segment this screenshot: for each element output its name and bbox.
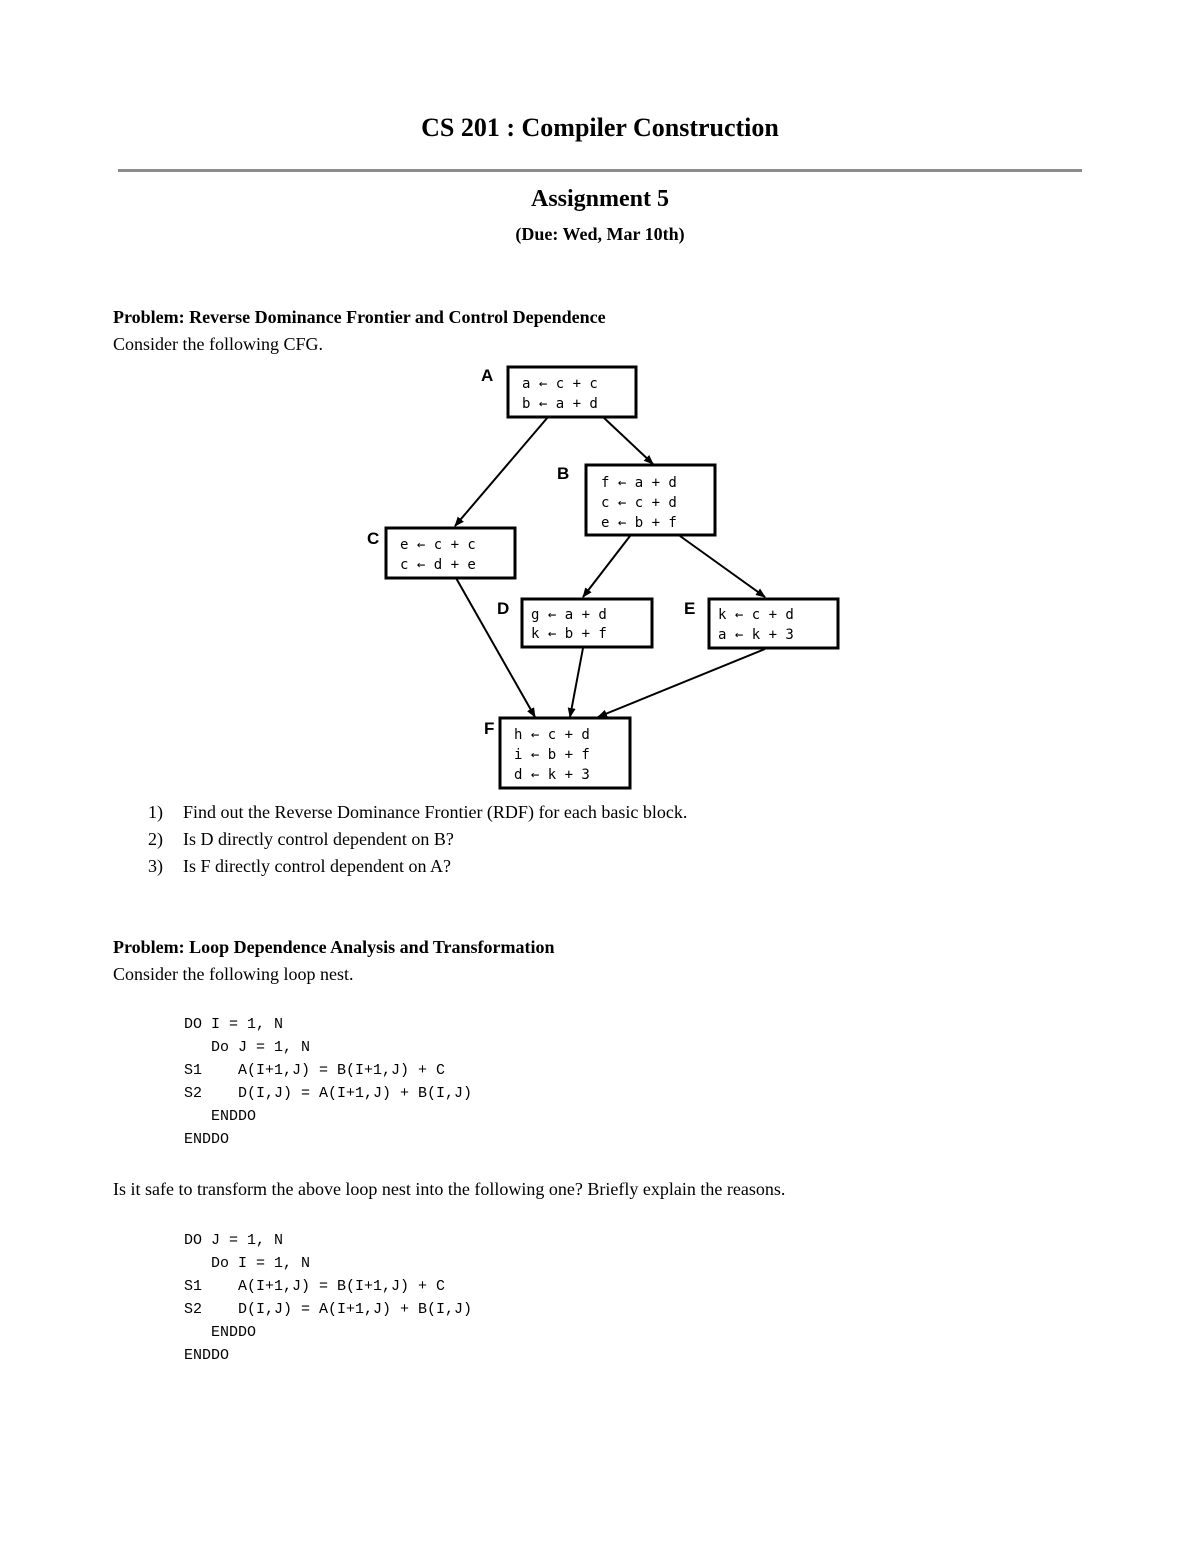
question-3-text: Is F directly control dependent on A? <box>183 856 451 876</box>
code2-line-1: DO J = 1, N <box>184 1232 284 1249</box>
block-d <box>497 599 652 647</box>
question-2-text: Is D directly control dependent on B? <box>183 829 454 849</box>
code2-line-5: ENDDO <box>184 1324 257 1341</box>
code1-line-1: DO I = 1, N <box>184 1016 284 1033</box>
block-a-line-1: a ← c + c <box>522 376 598 392</box>
block-a <box>481 366 636 417</box>
block-d-line-2: k ← b + f <box>531 626 607 642</box>
block-f-label: F <box>484 719 495 738</box>
course-title: CS 201 : Compiler Construction <box>421 113 779 142</box>
block-c-line-1: e ← c + c <box>400 537 476 553</box>
block-e-line-1: k ← c + d <box>718 607 794 623</box>
block-f-line-2: i ← b + f <box>514 747 590 763</box>
block-b-line-2: c ← c + d <box>601 495 677 511</box>
block-e <box>684 599 838 648</box>
code1-line-5: ENDDO <box>184 1108 257 1125</box>
code1-line-3: S1 A(I+1,J) = B(I+1,J) + C <box>184 1062 446 1079</box>
code2-line-6: ENDDO <box>184 1347 230 1364</box>
problem2-intro: Consider the following loop nest. <box>113 964 354 984</box>
code1-line-4: S2 D(I,J) = A(I+1,J) + B(I,J) <box>184 1085 473 1102</box>
block-b-label: B <box>557 464 570 483</box>
block-e-label: E <box>684 599 696 618</box>
problem2-question: Is it safe to transform the above loop nest into the following one? Briefly explain the reasons. <box>113 1179 786 1199</box>
due-date: (Due: Wed, Mar 10th) <box>515 224 685 244</box>
block-a-label: A <box>481 366 494 385</box>
block-c-line-2: c ← d + e <box>400 557 476 573</box>
problem1-intro: Consider the following CFG. <box>113 334 323 354</box>
problem2-heading: Problem: Loop Dependence Analysis and Transformation <box>113 937 555 957</box>
block-d-label: D <box>497 599 510 618</box>
problem1-heading: Problem: Reverse Dominance Frontier and Control Dependence <box>113 307 606 327</box>
block-b <box>557 464 715 535</box>
block-c <box>367 528 515 578</box>
assignment-title: Assignment 5 <box>530 186 669 212</box>
code1-line-6: ENDDO <box>184 1131 230 1148</box>
block-f-line-3: d ← k + 3 <box>514 767 590 783</box>
code2-line-4: S2 D(I,J) = A(I+1,J) + B(I,J) <box>184 1301 473 1318</box>
edge-b-d <box>583 536 630 597</box>
question-3-number: 3) <box>148 856 163 876</box>
edge-a-c <box>455 417 548 526</box>
question-2-number: 2) <box>148 829 163 849</box>
block-e-line-2: a ← k + 3 <box>718 627 794 643</box>
code2-line-3: S1 A(I+1,J) = B(I+1,J) + C <box>184 1278 446 1295</box>
block-d-line-1: g ← a + d <box>531 607 607 623</box>
question-1-text: Find out the Reverse Dominance Frontier (RDF) for each basic block. <box>183 802 688 822</box>
block-c-label: C <box>367 529 380 548</box>
edge-d-f <box>570 648 583 717</box>
block-f <box>484 718 630 788</box>
edge-a-b <box>603 417 653 464</box>
question-1-number: 1) <box>148 802 163 822</box>
block-b-line-3: e ← b + f <box>601 515 677 531</box>
edge-b-e <box>680 536 765 597</box>
edge-e-f <box>598 649 765 717</box>
code1-line-2: Do J = 1, N <box>184 1039 311 1056</box>
block-f-line-1: h ← c + d <box>514 727 590 743</box>
block-b-line-1: f ← a + d <box>601 475 677 491</box>
code2-line-2: Do I = 1, N <box>184 1255 311 1272</box>
block-a-line-2: b ← a + d <box>522 396 598 412</box>
